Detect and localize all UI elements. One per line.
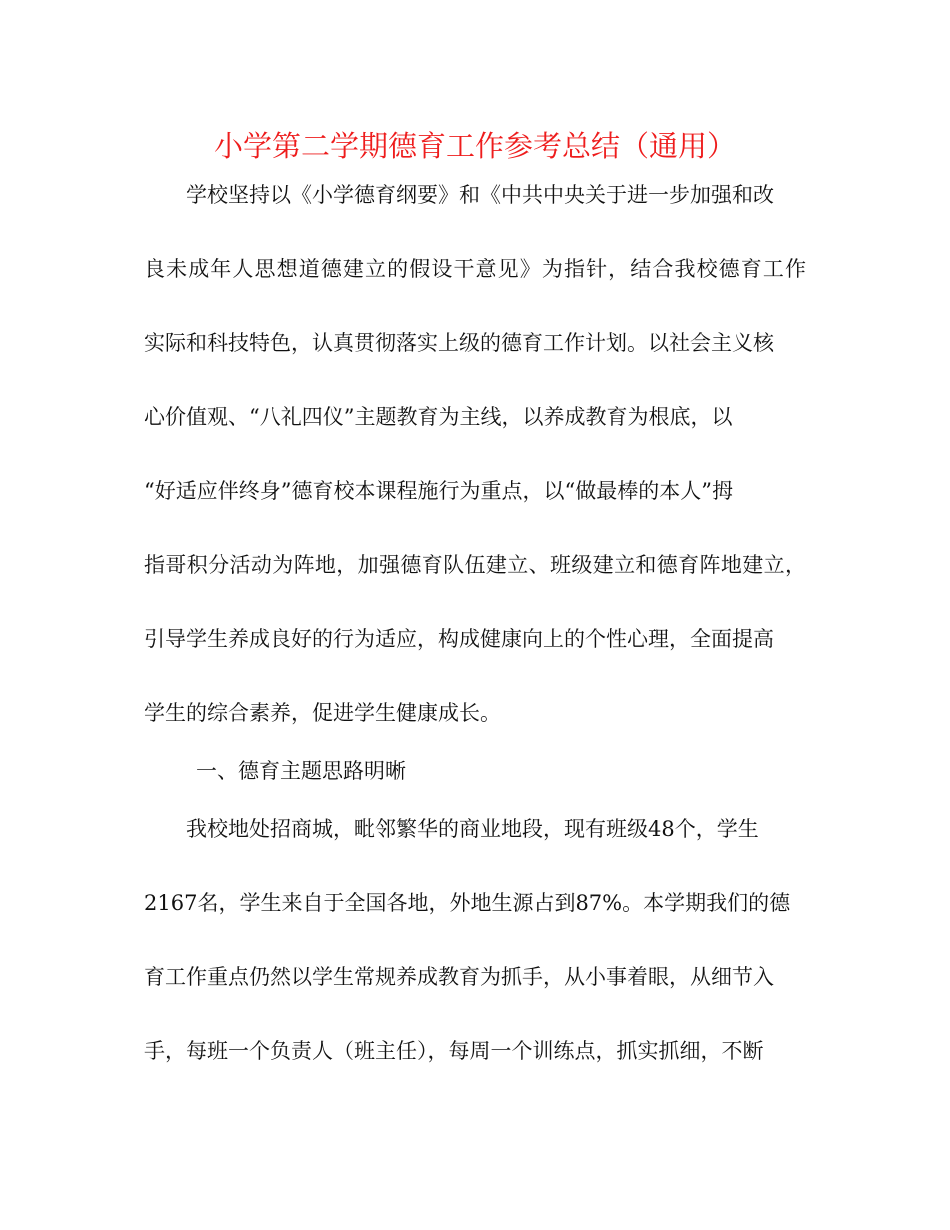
paragraph-line: 2167名，学生来自于全国各地，外地生源占到87%。本学期我们的德: [144, 891, 791, 915]
paragraph-line: 心价值观、“八礼四仪”主题教育为主线，以养成教育为根底，以: [144, 405, 733, 429]
paragraph-line: 手，每班一个负责人（班主任），每周一个训练点，抓实抓细，不断: [144, 1039, 764, 1063]
paragraph-line: 我校地处招商城，毗邻繁华的商业地段，现有班级48个，学生: [186, 817, 759, 841]
section-heading: 一、德育主题思路明晰: [196, 759, 406, 783]
paragraph-line: 育工作重点仍然以学生常规养成教育为抓手，从小事着眼，从细节入: [144, 965, 774, 989]
paragraph-line: 实际和科技特色，认真贯彻落实上级的德育工作计划。以社会主义核: [144, 331, 774, 355]
paragraph-line: 学校坚持以《小学德育纲要》和《中共中央关于进一步加强和改: [186, 183, 774, 207]
paragraph-line: 指哥积分活动为阵地，加强德育队伍建立、班级建立和德育阵地建立，: [144, 553, 806, 577]
paragraph-line: 良未成年人思想道德建立的假设干意见》为指针，结合我校德育工作: [144, 257, 806, 281]
paragraph-line: 学生的综合素养，促进学生健康成长。: [144, 701, 501, 725]
paragraph-line: 引导学生养成良好的行为适应，构成健康向上的个性心理，全面提高: [144, 627, 774, 651]
document-title: 小学第二学期德育工作参考总结（通用）: [213, 129, 736, 163]
paragraph-line: “好适应伴终身”德育校本课程施行为重点，以“做最棒的本人”拇: [144, 479, 733, 503]
